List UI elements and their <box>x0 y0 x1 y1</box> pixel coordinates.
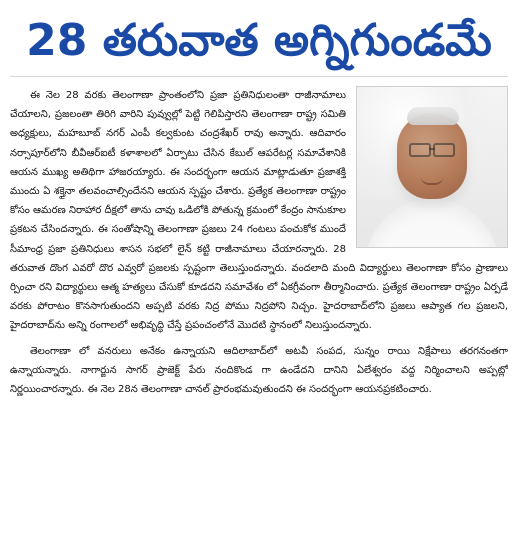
article-paragraph-1: ఈ నెల 28 వరకు తెలంగాణా ప్రాంతంలోని ప్రజా ప్రతినిధులంతా రాజీనామాలు చేయాలని, ప్రజలంతా తిరిగి వారిని పువ్వుల్లో పెట్టి గెలిపిస్తారని తెలంగాణా రాష్ట్ర సమితి అధ్యక్షులు, మహబూబ్ నగర్ ఎంపీ కల్వకుంట చంద్రశేఖర్ రావు అన్నారు. ఆదివారం నర్సాపూర్‌లోని బీవీఆర్ఐటీ కళాశాలలో ఏర్పాటు చేసిన కేబుల్ ఆపరేటర్ల సమావేశానికి ఆయన ముఖ్య అతిథిగా హాజరయ్యారు. ఈ సందర్భంగా ఆయన మాట్లాడుతూ ప్రజాశక్తి ముందు ఏ శక్తైనా తలవంచాల్సిందేనని ఆయన స్పష్టం చేశారు. ప్రత్యేక తెలంగాణా రాష్ట్రం కోసం ఆమరణ నిరాహార దీక్షలో తాను చావు ఒడిలోకి పోతున్న క్రమంలో కేంద్రం సానుకూల ప్రకటన చేసిందన్నారు. ఈ సంతోషాన్ని తెలంగాణా ప్రజలు 24 గంటలు పంచుకోక ముందే సీమాంధ్ర ప్రజా ప్రతినిధులు శాసన సభలో లైన్ కట్టి రాజీనామాలు చేయారన్నారు. 28 తరువాత దొంగ ఎవరో దొర ఎవ్వరో ప్రజలకు స్పష్టంగా తెలుస్తుందన్నారు. వందలాది మంది విద్యార్థులు తెలంగాణా కోసం ప్రాణాలు ర్పించా రని విద్యార్థులు ఆత్మ హత్యలు చేసుకో కూడదని సమావేశం లో ఏకగ్రీవంగా తీర్మానించారు. ప్రత్యేక తెలంగాణా రాష్ట్రం ఏర్పడే వరకు పోరాటం కొనసాగుతుందని అప్పటి వరకు నిద్ర పోము నిద్రపోని నిచ్చం. హైదరాబాద్‌లోని ప్రజలు ఆప్యాత గల ప్రజలని, హైదరాబాద్‌ను అన్ని రంగాలలో అభివృద్ధి చేస్తే ప్రపంచంలోనే మొదటి స్థానంలో నిలుస్తుందన్నారు. <box>10 90 508 332</box>
article-body <box>10 86 508 546</box>
photo-glasses-left <box>409 143 431 157</box>
article-paragraph-2: తెలంగాణా లో వనరులు అనేకం ఉన్నాయని ఆదిలాబాద్‌లో అటవీ సంపద, సున్నం రాయి నిక్షేపాలు తరగనంతగా ఉన్నాయన్నారు. నాగార్జున సాగర్ ప్రాజెక్ట్ పేరు నందికొండ గా ఉండేదని దానిని ఏలేశ్వరం వద్ద నిర్మించాలని అప్పట్లో నిర్ణయించారన్నారు. ఈ నెల 28న తెలంగాణా చానల్ ప్రారంభమవుతుందని ఈ సందర్భంగా ఆయనప్రకటించారు. <box>10 345 508 396</box>
photo-glasses-right <box>433 143 455 157</box>
headline-rule <box>10 76 508 77</box>
photo-head <box>397 113 467 199</box>
portrait-photo <box>356 86 508 248</box>
headline: 28 తరువాత అగ్నిగుండమే <box>26 15 492 66</box>
photo-shoulders <box>365 199 499 248</box>
photo-hair <box>407 107 459 125</box>
